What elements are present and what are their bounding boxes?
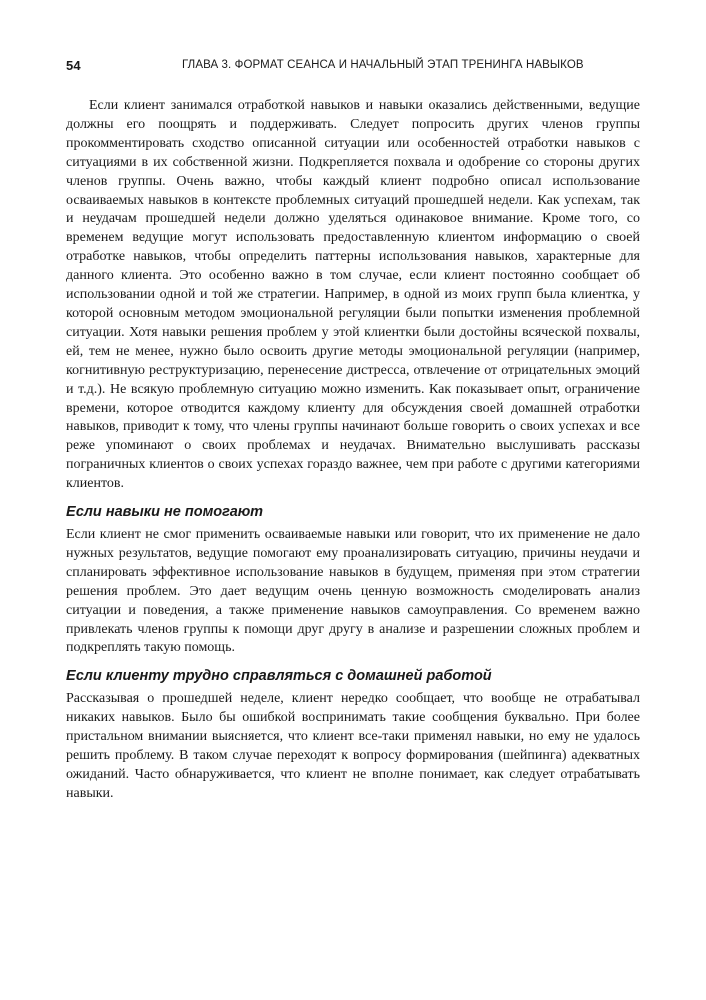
section-heading: Если клиенту трудно справляться с домашней работой xyxy=(66,668,492,685)
page-number: 54 xyxy=(66,58,81,73)
body-paragraph: Если клиент не смог применить осваиваемые навыки или говорит, что их применение не дало нужных результатов, ведущие помогают ему проанализировать ситуацию, причины неудачи и спланировать эффективное использование навыков в будущем, применяя при этом стратегии решения проблем. Это дает ведущим очень ценную возможность смоделировать анализ ситуации и поведения, а также применение навыков самоуправления. Со временем важно привлекать членов группы к помощи друг другу в анализе и разрешении сложных проблем и подкреплять такую помощь. xyxy=(66,527,640,656)
section-heading: Если навыки не помогают xyxy=(66,504,264,521)
body-paragraph: Рассказывая о прошедшей неделе, клиент нередко сообщает, что вообще не отрабатывал никаких навыков. Было бы ошибкой воспринимать такие сообщения буквально. При более пристальном внимании выясняется, что клиент все-таки применял навыки, но ему не удалось решить проблему. В таком случае переходят к вопросу формирования (шейпинга) адекватных ожиданий. Часто обнаруживается, что клиент не вполне понимает, как следует отрабатывать навыки. xyxy=(66,691,640,801)
page-body xyxy=(66,97,640,804)
body-paragraph: Если клиент занимался отработкой навыков и навыки оказались действенными, ведущие должны его поощрять и поддерживать. Следует попросить других членов группы прокомментировать сходство описанной ситуации или особенностей отработки навыков с ситуациями в их собственной жизни. Подкрепляется похвала и одобрение со стороны других членов группы. Очень важно, чтобы каждый клиент подробно описал использование осваиваемых навыков в контексте проблемных ситуаций прошедшей недели. Как успехам, так и неудачам прошедшей недели должно уделяться одинаковое внимание. Кроме того, со временем ведущие могут использовать предоставленную клиентом информацию о своей отработке навыков, чтобы определить паттерны использования навыков, характерные для данного клиента. Это особенно важно в том случае, если клиент постоянно сообщает об использовании одной и той же стратегии. Например, в одной из моих групп была клиентка, у которой основным методом эмоциональной регуляции были попытки изменения проблемной ситуации. Хотя навыки решения проблем у этой клиентки были достойны всяческой похвалы, ей, тем не менее, нужно было освоить другие методы эмоциональной регуляции (например, когнитивную реструктуризацию, перенесение дистресса, отвлечение от отрицательных эмоций и т.д.). Не всякую проблемную ситуацию можно изменить. Как показывает опыт, ограничение времени, которое отводится каждому клиенту для обсуждения своей домашней отработки навыков, приводит к тому, что члены группы начинают больше говорить о своих успехах и все реже упоминают о своих проблемах и неудачах. Внимательно выслушивать рассказы пограничных клиентов о своих успехах гораздо важнее, чем при работе с другими категориями клиентов. xyxy=(66,98,640,492)
running-title: ГЛАВА 3. ФОРМАТ СЕАНСА И НАЧАЛЬНЫЙ ЭТАП ТРЕНИНГА НАВЫКОВ xyxy=(182,59,584,71)
